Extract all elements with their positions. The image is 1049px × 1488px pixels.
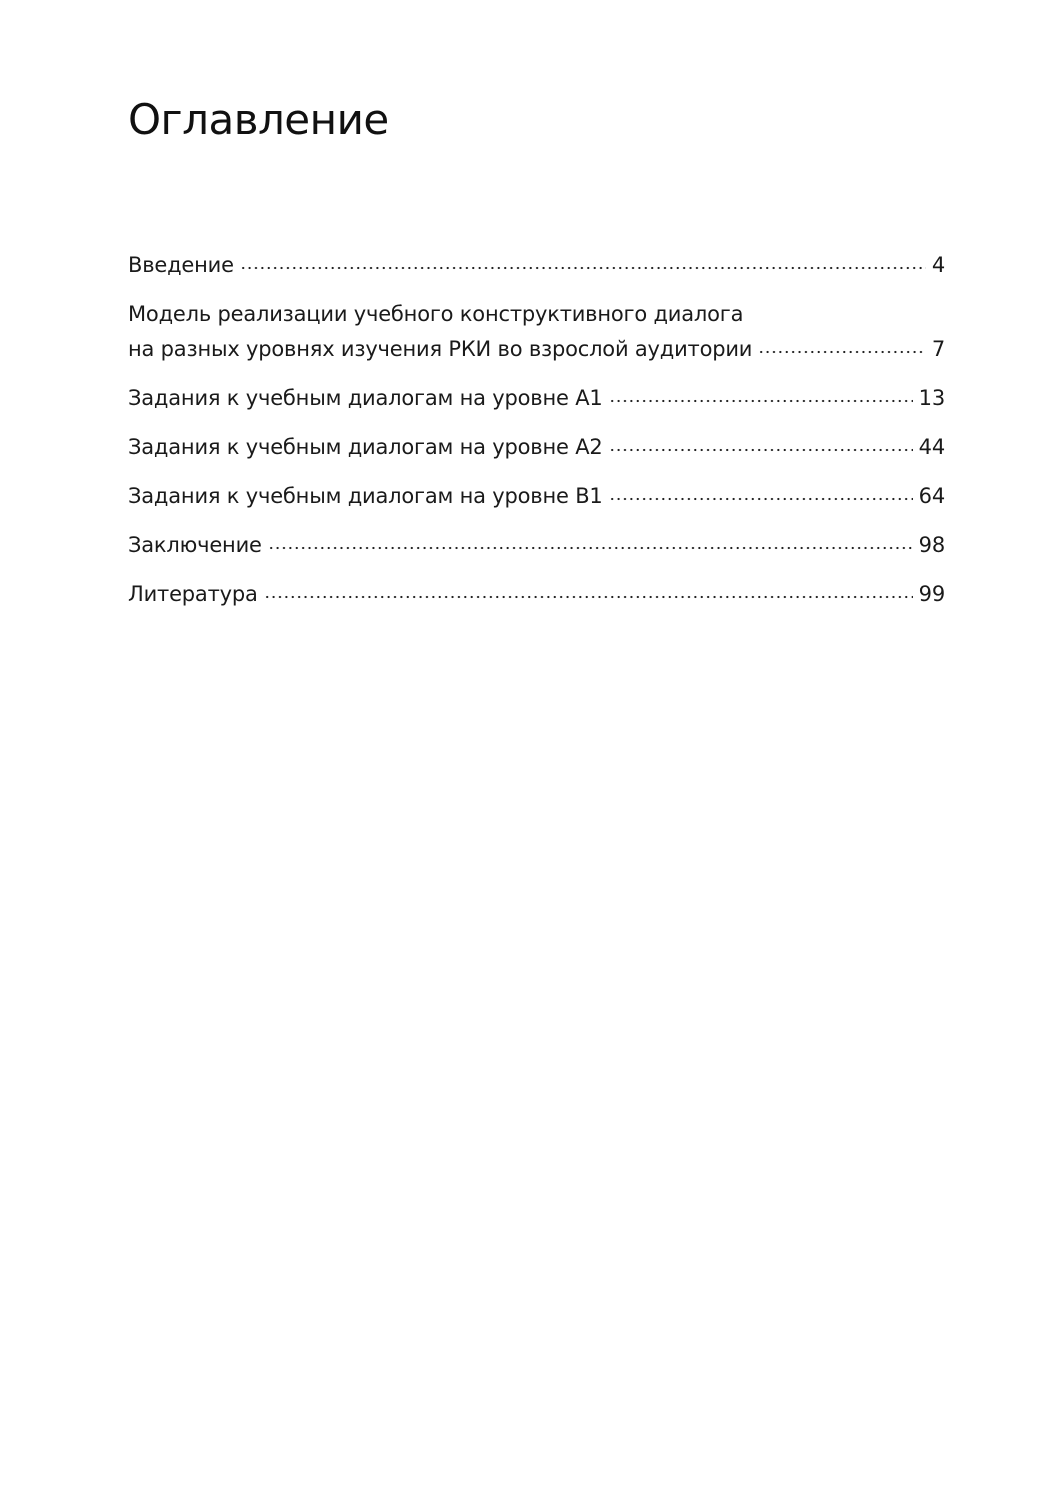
dot-leader <box>609 482 913 503</box>
toc-entry-a1[interactable] <box>128 381 945 416</box>
toc-entry-conclusion[interactable] <box>128 528 945 563</box>
toc-entry-literature[interactable] <box>128 577 945 612</box>
toc-entry-label: Задания к учебным диалогам на уровне А2 <box>128 435 603 459</box>
toc-page-number: 98 <box>918 533 945 557</box>
toc-line <box>128 381 945 416</box>
toc-line <box>128 430 945 465</box>
dot-leader <box>240 251 926 272</box>
toc-page-number: 64 <box>918 484 945 508</box>
page-title: Оглавление <box>128 95 389 144</box>
toc-page-number: 44 <box>918 435 945 459</box>
toc-line <box>128 332 945 367</box>
toc-line <box>128 528 945 563</box>
toc-entry-label: Заключение <box>128 533 262 557</box>
toc-page-number: 13 <box>918 386 945 410</box>
toc-entry-label: Задания к учебным диалогам на уровне А1 <box>128 386 603 410</box>
toc-entry-label-line1: Модель реализации учебного конструктивного диалога <box>128 302 744 326</box>
toc-entry-b1[interactable] <box>128 479 945 514</box>
toc-page-number: 4 <box>931 253 945 277</box>
dot-leader <box>264 580 913 601</box>
toc-entry-model[interactable] <box>128 297 945 367</box>
toc-entry-introduction[interactable] <box>128 248 945 283</box>
toc-line <box>128 479 945 514</box>
toc-entry-label-line2: на разных уровнях изучения РКИ во взрослой аудитории <box>128 337 753 361</box>
dot-leader <box>609 384 913 405</box>
toc-line <box>128 577 945 612</box>
toc-entry-label: Введение <box>128 253 234 277</box>
toc-entry-a2[interactable] <box>128 430 945 465</box>
table-of-contents <box>128 248 945 626</box>
dot-leader <box>758 335 926 356</box>
toc-page-number: 99 <box>918 582 945 606</box>
toc-entry-label: Литература <box>128 582 258 606</box>
toc-entry-label: Задания к учебным диалогам на уровне В1 <box>128 484 603 508</box>
dot-leader <box>268 531 913 552</box>
dot-leader <box>609 433 913 454</box>
toc-page-number: 7 <box>931 337 945 361</box>
toc-line <box>128 248 945 283</box>
